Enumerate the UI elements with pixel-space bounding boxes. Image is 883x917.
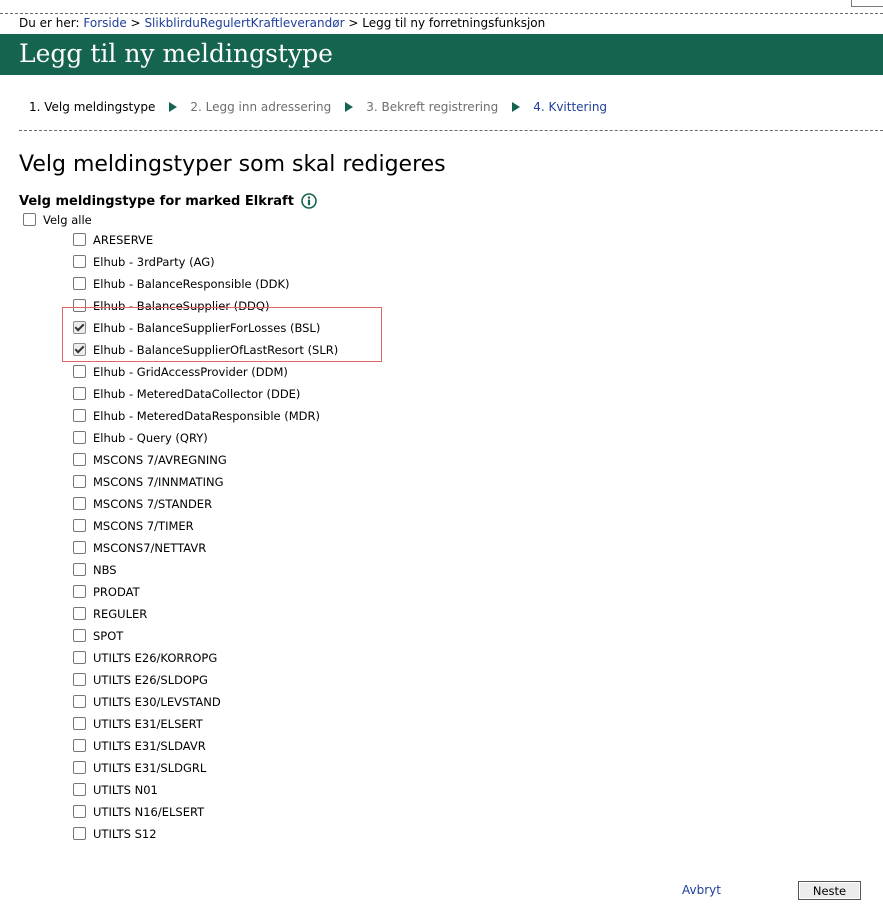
breadcrumb-current: Legg til ny forretningsfunksjon [362,16,546,30]
steps-divider [19,130,883,131]
message-type-checkbox[interactable] [73,519,86,532]
message-type-checkbox[interactable] [73,387,86,400]
info-icon[interactable] [301,193,317,209]
message-type-label: ARESERVE [93,233,154,247]
page-header-title: Legg til ny meldingstype [19,39,333,68]
wizard-steps [29,100,607,114]
wizard-step-3: 3. Bekreft registrering [366,100,499,114]
message-type-checkbox[interactable] [73,717,86,730]
message-type-checkbox[interactable] [73,497,86,510]
message-type-checkbox[interactable] [73,739,86,752]
message-type-label: MSCONS 7/STANDER [93,497,213,511]
message-type-label: UTILTS E30/LEVSTAND [93,695,221,709]
chevron-right-icon [169,102,177,112]
message-type-label: UTILTS E31/SLDAVR [93,739,206,753]
message-type-label: REGULER [93,607,148,621]
message-type-label: Elhub - BalanceSupplierOfLastResort (SLR) [93,343,339,357]
message-type-label: NBS [93,563,117,577]
message-type-checkbox[interactable] [73,563,86,576]
message-type-checkbox[interactable] [73,453,86,466]
message-type-checkbox[interactable] [73,409,86,422]
message-type-checkbox[interactable] [73,761,86,774]
message-type-checkbox[interactable] [73,475,86,488]
message-type-label: Elhub - GridAccessProvider (DDM) [93,365,288,379]
window-control [851,0,883,7]
wizard-step-1: 1. Velg meldingstype [29,100,156,114]
page-title: Velg meldingstyper som skal redigeres [19,152,446,177]
message-type-label: Elhub - MeteredDataResponsible (MDR) [93,409,321,423]
message-type-label: Elhub - BalanceResponsible (DDK) [93,277,290,291]
section-heading: Velg meldingstype for marked Elkraft [19,194,294,209]
breadcrumb-separator: > [130,16,141,30]
message-type-checkbox[interactable] [73,431,86,444]
breadcrumb-link-regulert-kraftleverandor[interactable]: SlikblirduRegulertKraftleverandør [144,16,345,30]
message-type-label: MSCONS7/NETTAVR [93,541,207,555]
message-type-label: MSCONS 7/TIMER [93,519,194,533]
selection-highlight [62,307,382,362]
message-type-checkbox[interactable] [73,277,86,290]
message-type-label: UTILTS N16/ELSERT [93,805,205,819]
message-type-label: UTILTS E26/SLDOPG [93,673,208,687]
message-type-checkbox[interactable] [73,585,86,598]
message-type-checkbox[interactable] [73,541,86,554]
message-type-checkbox[interactable] [73,827,86,840]
message-type-checkbox[interactable] [73,255,86,268]
chevron-right-icon [512,102,520,112]
breadcrumb-prefix: Du er her: [19,16,80,30]
message-type-label: SPOT [93,629,124,643]
top-divider [0,13,883,14]
message-type-checkbox[interactable] [73,233,86,246]
message-type-checkbox[interactable] [73,695,86,708]
message-type-checkbox[interactable] [73,805,86,818]
message-type-checkbox[interactable] [73,365,86,378]
wizard-step-4[interactable]: 4. Kvittering [533,100,608,114]
message-type-label: UTILTS E31/ELSERT [93,717,203,731]
cancel-link[interactable]: Avbryt [682,883,721,897]
message-type-checkbox[interactable] [73,651,86,664]
message-type-label: UTILTS E26/KORROPG [93,651,218,665]
message-type-label: Elhub - BalanceSupplier (DDQ) [93,299,270,313]
message-type-label: MSCONS 7/INNMATING [93,475,224,489]
select-all-checkbox[interactable] [23,213,36,226]
message-type-label: UTILTS S12 [93,827,157,841]
message-type-label: Elhub - BalanceSupplierForLosses (BSL) [93,321,321,335]
chevron-right-icon [345,102,353,112]
message-type-label: UTILTS N01 [93,783,158,797]
breadcrumb [19,16,545,30]
wizard-step-2: 2. Legg inn adressering [190,100,332,114]
message-type-label: PRODAT [93,585,140,599]
select-all-label: Velg alle [43,213,92,227]
message-type-label: UTILTS E31/SLDGRL [93,761,207,775]
message-type-checkbox[interactable] [73,783,86,796]
next-button[interactable]: Neste [798,881,861,900]
message-type-checkbox[interactable] [73,673,86,686]
breadcrumb-separator: > [348,16,359,30]
message-type-checkbox[interactable] [73,629,86,642]
header-banner [0,34,883,75]
breadcrumb-link-forside[interactable]: Forside [83,16,127,30]
message-type-label: Elhub - MeteredDataCollector (DDE) [93,387,301,401]
message-type-checkbox[interactable] [73,607,86,620]
message-type-label: Elhub - Query (QRY) [93,431,208,445]
message-type-label: MSCONS 7/AVREGNING [93,453,227,467]
message-type-label: Elhub - 3rdParty (AG) [93,255,215,269]
